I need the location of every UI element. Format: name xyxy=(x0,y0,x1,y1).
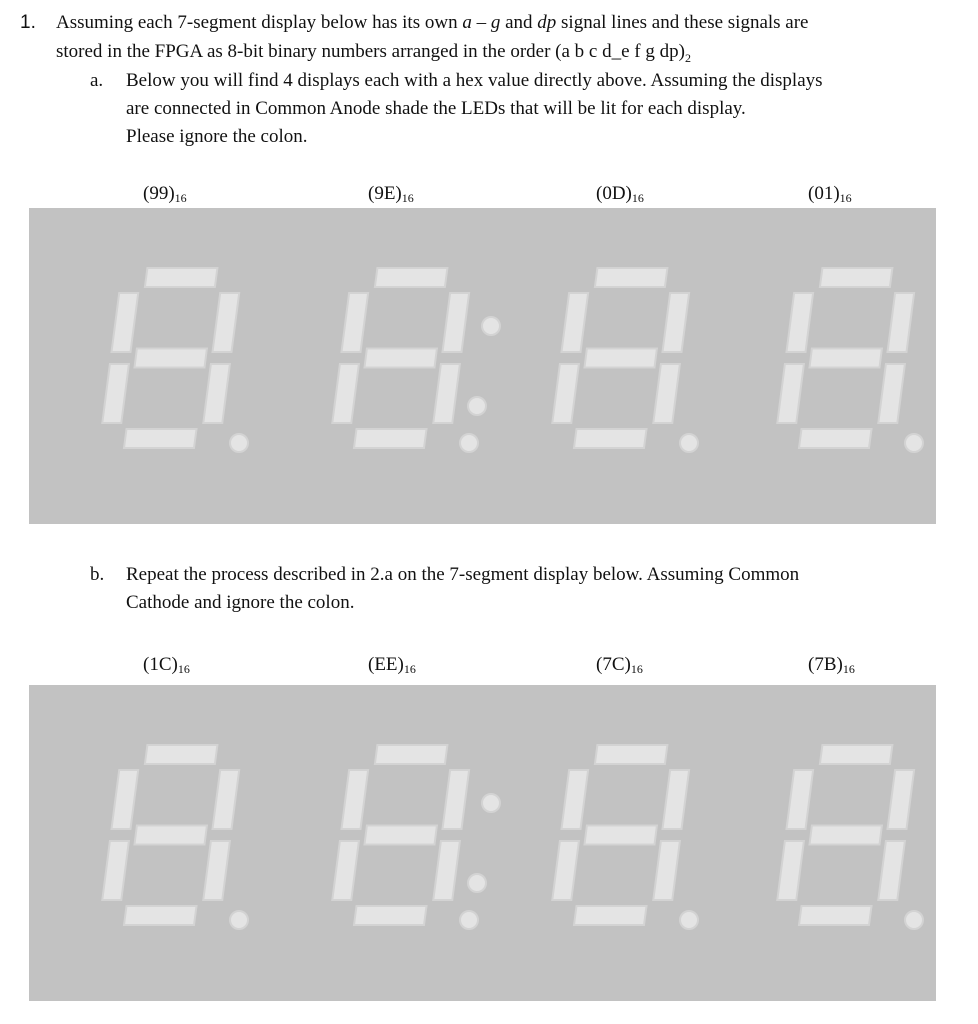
colon-dot-upper xyxy=(482,794,500,812)
seven-segment-display-a xyxy=(29,208,936,524)
segment-dp xyxy=(905,434,923,452)
segment-e xyxy=(102,364,129,423)
hex-value: (99) xyxy=(143,183,175,204)
segment-e xyxy=(552,364,579,423)
segment-g xyxy=(810,349,882,368)
question-intro-line1 xyxy=(56,11,809,35)
segment-dp xyxy=(230,911,248,929)
intro-text-a: Assuming each 7-segment display below has its own xyxy=(56,12,463,33)
hex-base: 16 xyxy=(631,191,644,205)
segment-b xyxy=(888,293,915,352)
segment-e xyxy=(777,841,804,900)
segment-e xyxy=(332,364,359,423)
segment-d xyxy=(354,906,427,925)
segment-c xyxy=(433,841,460,900)
segment-a xyxy=(145,268,218,287)
seven-segment-display-b xyxy=(29,685,936,1001)
segment-c xyxy=(433,364,460,423)
segment-f xyxy=(787,770,814,829)
segment-b xyxy=(443,770,470,829)
colon-dot-lower xyxy=(468,874,486,892)
segment-b xyxy=(213,770,240,829)
segment-b xyxy=(888,770,915,829)
hex-value: (9E) xyxy=(368,183,402,204)
segment-dp xyxy=(460,911,478,929)
segment-e xyxy=(552,841,579,900)
segment-b xyxy=(213,293,240,352)
var-a: a xyxy=(462,12,472,33)
segment-f xyxy=(787,293,814,352)
segment-g xyxy=(810,826,882,845)
segment-a xyxy=(375,745,448,764)
segment-c xyxy=(653,841,680,900)
segment-f xyxy=(562,293,589,352)
question-intro-line2 xyxy=(56,40,691,70)
hex-base: 16 xyxy=(839,191,852,205)
part-b-line1: Repeat the process described in 2.a on the 7-segment display below. Assuming Common xyxy=(126,564,800,585)
seven-segment-panel-a xyxy=(29,208,936,524)
segment-g xyxy=(135,349,207,368)
var-dp: dp xyxy=(537,12,557,33)
segment-g xyxy=(585,826,657,845)
segment-a xyxy=(820,745,893,764)
hex-label-b1 xyxy=(143,653,190,681)
segment-e xyxy=(102,841,129,900)
segment-g xyxy=(365,826,437,845)
segment-d xyxy=(354,429,427,448)
hex-value: (7C) xyxy=(596,654,631,675)
hex-base: 16 xyxy=(174,191,187,205)
hex-label-a3 xyxy=(596,182,644,210)
segment-a xyxy=(595,745,668,764)
colon-dot-lower xyxy=(468,397,486,415)
segment-a xyxy=(375,268,448,287)
seven-segment-panel-b xyxy=(29,685,936,1001)
question-number: 1. xyxy=(20,12,36,33)
hex-value: (EE) xyxy=(368,654,404,675)
segment-dp xyxy=(460,434,478,452)
segment-b xyxy=(663,770,690,829)
segment-b xyxy=(443,293,470,352)
hex-label-a2 xyxy=(368,182,414,210)
intro-dash: – xyxy=(471,12,491,33)
segment-f xyxy=(112,293,139,352)
part-a-line2: are connected in Common Anode shade the LEDs that will be lit for each display. xyxy=(126,98,746,119)
segment-c xyxy=(203,841,230,900)
segment-a xyxy=(145,745,218,764)
part-a-line3: Please ignore the colon. xyxy=(126,126,308,147)
segment-a xyxy=(595,268,668,287)
segment-dp xyxy=(230,434,248,452)
segment-g xyxy=(365,349,437,368)
hex-value: (01) xyxy=(808,183,840,204)
segment-d xyxy=(574,906,647,925)
segment-dp xyxy=(680,911,698,929)
part-b-line2: Cathode and ignore the colon. xyxy=(126,592,355,613)
segment-f xyxy=(562,770,589,829)
segment-c xyxy=(203,364,230,423)
segment-e xyxy=(777,364,804,423)
segment-g xyxy=(135,826,207,845)
segment-c xyxy=(878,364,905,423)
segment-d xyxy=(574,429,647,448)
hex-base: 16 xyxy=(842,662,855,676)
segment-f xyxy=(342,770,369,829)
segment-d xyxy=(124,906,197,925)
hex-label-b4 xyxy=(808,653,855,681)
intro-line2-sub: 2 xyxy=(684,50,691,65)
hex-label-a1 xyxy=(143,182,187,210)
intro-text-b: signal lines and these signals are xyxy=(556,12,809,33)
segment-d xyxy=(799,429,872,448)
colon-dot-upper xyxy=(482,317,500,335)
part-b-label: b. xyxy=(90,564,105,585)
hex-base: 16 xyxy=(403,662,416,676)
segment-dp xyxy=(680,434,698,452)
segment-f xyxy=(342,293,369,352)
hex-base: 16 xyxy=(401,191,414,205)
segment-e xyxy=(332,841,359,900)
hex-label-a4 xyxy=(808,182,852,210)
part-a-line1: Below you will find 4 displays each with a hex value directly above. Assuming the displays xyxy=(126,70,823,91)
segment-c xyxy=(878,841,905,900)
hex-base: 16 xyxy=(177,662,190,676)
segment-b xyxy=(663,293,690,352)
part-a-label: a. xyxy=(90,70,104,91)
hex-value: (1C) xyxy=(143,654,178,675)
hex-value: (7B) xyxy=(808,654,843,675)
segment-c xyxy=(653,364,680,423)
segment-d xyxy=(799,906,872,925)
segment-f xyxy=(112,770,139,829)
intro-line2-text: stored in the FPGA as 8-bit binary numbers arranged in the order (a b c d_e f g dp) xyxy=(56,41,685,62)
segment-a xyxy=(820,268,893,287)
hex-base: 16 xyxy=(630,662,643,676)
hex-label-b3 xyxy=(596,653,643,681)
segment-dp xyxy=(905,911,923,929)
hex-label-b2 xyxy=(368,653,416,681)
segment-g xyxy=(585,349,657,368)
var-g: g xyxy=(490,12,501,33)
intro-and: and xyxy=(500,12,538,33)
hex-value: (0D) xyxy=(596,183,632,204)
segment-d xyxy=(124,429,197,448)
